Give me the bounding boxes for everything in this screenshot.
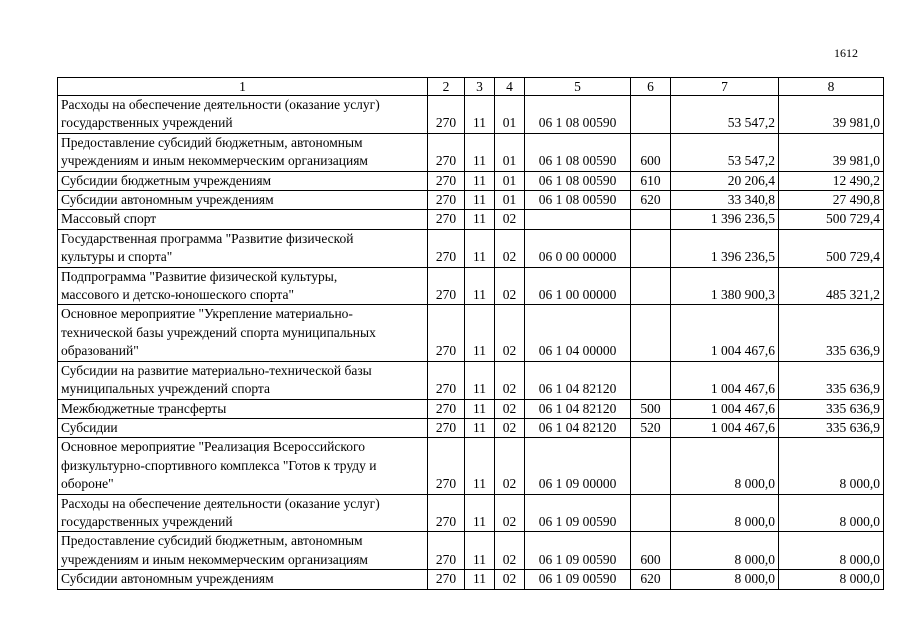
subsection-code-cell: 02 bbox=[495, 418, 525, 437]
amount-col8-cell: 335 636,9 bbox=[779, 399, 884, 418]
amount-col7-cell: 1 396 236,5 bbox=[671, 229, 779, 267]
section-code-cell: 11 bbox=[465, 570, 495, 589]
amount-col7-cell: 1 004 467,6 bbox=[671, 361, 779, 399]
header-cell: 3 bbox=[465, 78, 495, 96]
amount-col7-cell: 1 004 467,6 bbox=[671, 418, 779, 437]
expense-type-cell: 600 bbox=[631, 532, 671, 570]
section-code-cell: 11 bbox=[465, 210, 495, 229]
ministry-code-cell: 270 bbox=[428, 191, 465, 210]
table-row bbox=[58, 532, 884, 570]
amount-col7-cell: 8 000,0 bbox=[671, 438, 779, 494]
row-name-cell: Массовый спорт bbox=[58, 210, 428, 229]
target-article-cell: 06 0 00 00000 bbox=[525, 229, 631, 267]
row-name-cell: Межбюджетные трансферты bbox=[58, 399, 428, 418]
expense-type-cell bbox=[631, 210, 671, 229]
ministry-code-cell: 270 bbox=[428, 210, 465, 229]
amount-col8-cell: 27 490,8 bbox=[779, 191, 884, 210]
table-row bbox=[58, 96, 884, 134]
amount-col8-cell: 8 000,0 bbox=[779, 494, 884, 532]
amount-col8-cell: 335 636,9 bbox=[779, 418, 884, 437]
row-name-cell: Предоставление субсидий бюджетным, автономным учреждениям и иным некоммерческим организациям bbox=[58, 133, 428, 171]
section-code-cell: 11 bbox=[465, 229, 495, 267]
ministry-code-cell: 270 bbox=[428, 399, 465, 418]
expense-type-cell: 620 bbox=[631, 191, 671, 210]
amount-col8-cell: 39 981,0 bbox=[779, 96, 884, 134]
row-name-cell: Субсидии автономным учреждениям bbox=[58, 191, 428, 210]
expense-type-cell bbox=[631, 361, 671, 399]
amount-col7-cell: 1 004 467,6 bbox=[671, 305, 779, 361]
ministry-code-cell: 270 bbox=[428, 96, 465, 134]
header-cell: 5 bbox=[525, 78, 631, 96]
amount-col8-cell: 500 729,4 bbox=[779, 229, 884, 267]
header-cell: 1 bbox=[58, 78, 428, 96]
row-name-cell: Государственная программа "Развитие физической культуры и спорта" bbox=[58, 229, 428, 267]
row-name-cell: Расходы на обеспечение деятельности (оказание услуг) государственных учреждений bbox=[58, 96, 428, 134]
expense-type-cell bbox=[631, 229, 671, 267]
section-code-cell: 11 bbox=[465, 418, 495, 437]
amount-col8-cell: 500 729,4 bbox=[779, 210, 884, 229]
amount-col8-cell: 8 000,0 bbox=[779, 532, 884, 570]
table-row bbox=[58, 399, 884, 418]
amount-col7-cell: 8 000,0 bbox=[671, 570, 779, 589]
target-article-cell: 06 1 08 00590 bbox=[525, 133, 631, 171]
section-code-cell: 11 bbox=[465, 171, 495, 190]
expense-type-cell: 600 bbox=[631, 133, 671, 171]
expense-type-cell bbox=[631, 267, 671, 305]
section-code-cell: 11 bbox=[465, 305, 495, 361]
target-article-cell: 06 1 09 00590 bbox=[525, 494, 631, 532]
row-name-cell: Субсидии бюджетным учреждениям bbox=[58, 171, 428, 190]
amount-col7-cell: 8 000,0 bbox=[671, 532, 779, 570]
amount-col7-cell: 1 396 236,5 bbox=[671, 210, 779, 229]
amount-col8-cell: 12 490,2 bbox=[779, 171, 884, 190]
target-article-cell: 06 1 09 00590 bbox=[525, 532, 631, 570]
row-name-cell: Субсидии на развитие материально-технической базы муниципальных учреждений спорта bbox=[58, 361, 428, 399]
amount-col8-cell: 335 636,9 bbox=[779, 305, 884, 361]
subsection-code-cell: 02 bbox=[495, 570, 525, 589]
subsection-code-cell: 01 bbox=[495, 96, 525, 134]
table-body bbox=[58, 96, 884, 590]
subsection-code-cell: 02 bbox=[495, 399, 525, 418]
table-row bbox=[58, 570, 884, 589]
target-article-cell: 06 1 04 00000 bbox=[525, 305, 631, 361]
header-row bbox=[58, 78, 884, 96]
section-code-cell: 11 bbox=[465, 494, 495, 532]
table-row bbox=[58, 229, 884, 267]
target-article-cell: 06 1 08 00590 bbox=[525, 191, 631, 210]
amount-col8-cell: 8 000,0 bbox=[779, 438, 884, 494]
subsection-code-cell: 02 bbox=[495, 229, 525, 267]
ministry-code-cell: 270 bbox=[428, 133, 465, 171]
table-row bbox=[58, 133, 884, 171]
table-row bbox=[58, 267, 884, 305]
ministry-code-cell: 270 bbox=[428, 438, 465, 494]
ministry-code-cell: 270 bbox=[428, 171, 465, 190]
subsection-code-cell: 02 bbox=[495, 267, 525, 305]
section-code-cell: 11 bbox=[465, 532, 495, 570]
target-article-cell: 06 1 09 00000 bbox=[525, 438, 631, 494]
section-code-cell: 11 bbox=[465, 96, 495, 134]
target-article-cell: 06 1 08 00590 bbox=[525, 96, 631, 134]
expense-type-cell bbox=[631, 305, 671, 361]
section-code-cell: 11 bbox=[465, 191, 495, 210]
expense-type-cell: 500 bbox=[631, 399, 671, 418]
ministry-code-cell: 270 bbox=[428, 267, 465, 305]
ministry-code-cell: 270 bbox=[428, 418, 465, 437]
header-cell: 2 bbox=[428, 78, 465, 96]
row-name-cell: Расходы на обеспечение деятельности (оказание услуг) государственных учреждений bbox=[58, 494, 428, 532]
target-article-cell: 06 1 04 82120 bbox=[525, 361, 631, 399]
section-code-cell: 11 bbox=[465, 267, 495, 305]
section-code-cell: 11 bbox=[465, 438, 495, 494]
table-row bbox=[58, 438, 884, 494]
amount-col7-cell: 1 004 467,6 bbox=[671, 399, 779, 418]
subsection-code-cell: 01 bbox=[495, 191, 525, 210]
target-article-cell: 06 1 00 00000 bbox=[525, 267, 631, 305]
header-cell: 8 bbox=[779, 78, 884, 96]
table-row bbox=[58, 305, 884, 361]
expense-type-cell: 520 bbox=[631, 418, 671, 437]
section-code-cell: 11 bbox=[465, 399, 495, 418]
page-number: 1612 bbox=[834, 46, 858, 60]
subsection-code-cell: 01 bbox=[495, 133, 525, 171]
row-name-cell: Субсидии bbox=[58, 418, 428, 437]
section-code-cell: 11 bbox=[465, 361, 495, 399]
amount-col8-cell: 485 321,2 bbox=[779, 267, 884, 305]
amount-col7-cell: 20 206,4 bbox=[671, 171, 779, 190]
expense-type-cell: 620 bbox=[631, 570, 671, 589]
subsection-code-cell: 02 bbox=[495, 532, 525, 570]
subsection-code-cell: 02 bbox=[495, 361, 525, 399]
ministry-code-cell: 270 bbox=[428, 494, 465, 532]
row-name-cell: Основное мероприятие "Укрепление материально- технической базы учреждений спорта муниципальных образований" bbox=[58, 305, 428, 361]
row-name-cell: Основное мероприятие "Реализация Всероссийского физкультурно-спортивного комплекса "Готов к труду и обороне" bbox=[58, 438, 428, 494]
ministry-code-cell: 270 bbox=[428, 305, 465, 361]
amount-col7-cell: 33 340,8 bbox=[671, 191, 779, 210]
target-article-cell: 06 1 09 00590 bbox=[525, 570, 631, 589]
ministry-code-cell: 270 bbox=[428, 570, 465, 589]
budget-table bbox=[57, 77, 884, 590]
section-code-cell: 11 bbox=[465, 133, 495, 171]
subsection-code-cell: 01 bbox=[495, 171, 525, 190]
amount-col7-cell: 53 547,2 bbox=[671, 96, 779, 134]
header-cell: 4 bbox=[495, 78, 525, 96]
subsection-code-cell: 02 bbox=[495, 305, 525, 361]
table-row bbox=[58, 418, 884, 437]
table-row bbox=[58, 191, 884, 210]
table-row bbox=[58, 210, 884, 229]
header-cell: 7 bbox=[671, 78, 779, 96]
target-article-cell: 06 1 04 82120 bbox=[525, 399, 631, 418]
expense-type-cell bbox=[631, 494, 671, 532]
subsection-code-cell: 02 bbox=[495, 438, 525, 494]
amount-col8-cell: 8 000,0 bbox=[779, 570, 884, 589]
expense-type-cell: 610 bbox=[631, 171, 671, 190]
amount-col7-cell: 1 380 900,3 bbox=[671, 267, 779, 305]
expense-type-cell bbox=[631, 96, 671, 134]
table-row bbox=[58, 494, 884, 532]
row-name-cell: Подпрограмма "Развитие физической культуры, массового и детско-юношеского спорта" bbox=[58, 267, 428, 305]
header-cell: 6 bbox=[631, 78, 671, 96]
amount-col8-cell: 335 636,9 bbox=[779, 361, 884, 399]
subsection-code-cell: 02 bbox=[495, 210, 525, 229]
table-row bbox=[58, 171, 884, 190]
amount-col7-cell: 8 000,0 bbox=[671, 494, 779, 532]
subsection-code-cell: 02 bbox=[495, 494, 525, 532]
amount-col8-cell: 39 981,0 bbox=[779, 133, 884, 171]
target-article-cell: 06 1 08 00590 bbox=[525, 171, 631, 190]
table-row bbox=[58, 361, 884, 399]
target-article-cell bbox=[525, 210, 631, 229]
ministry-code-cell: 270 bbox=[428, 532, 465, 570]
ministry-code-cell: 270 bbox=[428, 361, 465, 399]
expense-type-cell bbox=[631, 438, 671, 494]
target-article-cell: 06 1 04 82120 bbox=[525, 418, 631, 437]
row-name-cell: Субсидии автономным учреждениям bbox=[58, 570, 428, 589]
row-name-cell: Предоставление субсидий бюджетным, автономным учреждениям и иным некоммерческим организациям bbox=[58, 532, 428, 570]
amount-col7-cell: 53 547,2 bbox=[671, 133, 779, 171]
ministry-code-cell: 270 bbox=[428, 229, 465, 267]
